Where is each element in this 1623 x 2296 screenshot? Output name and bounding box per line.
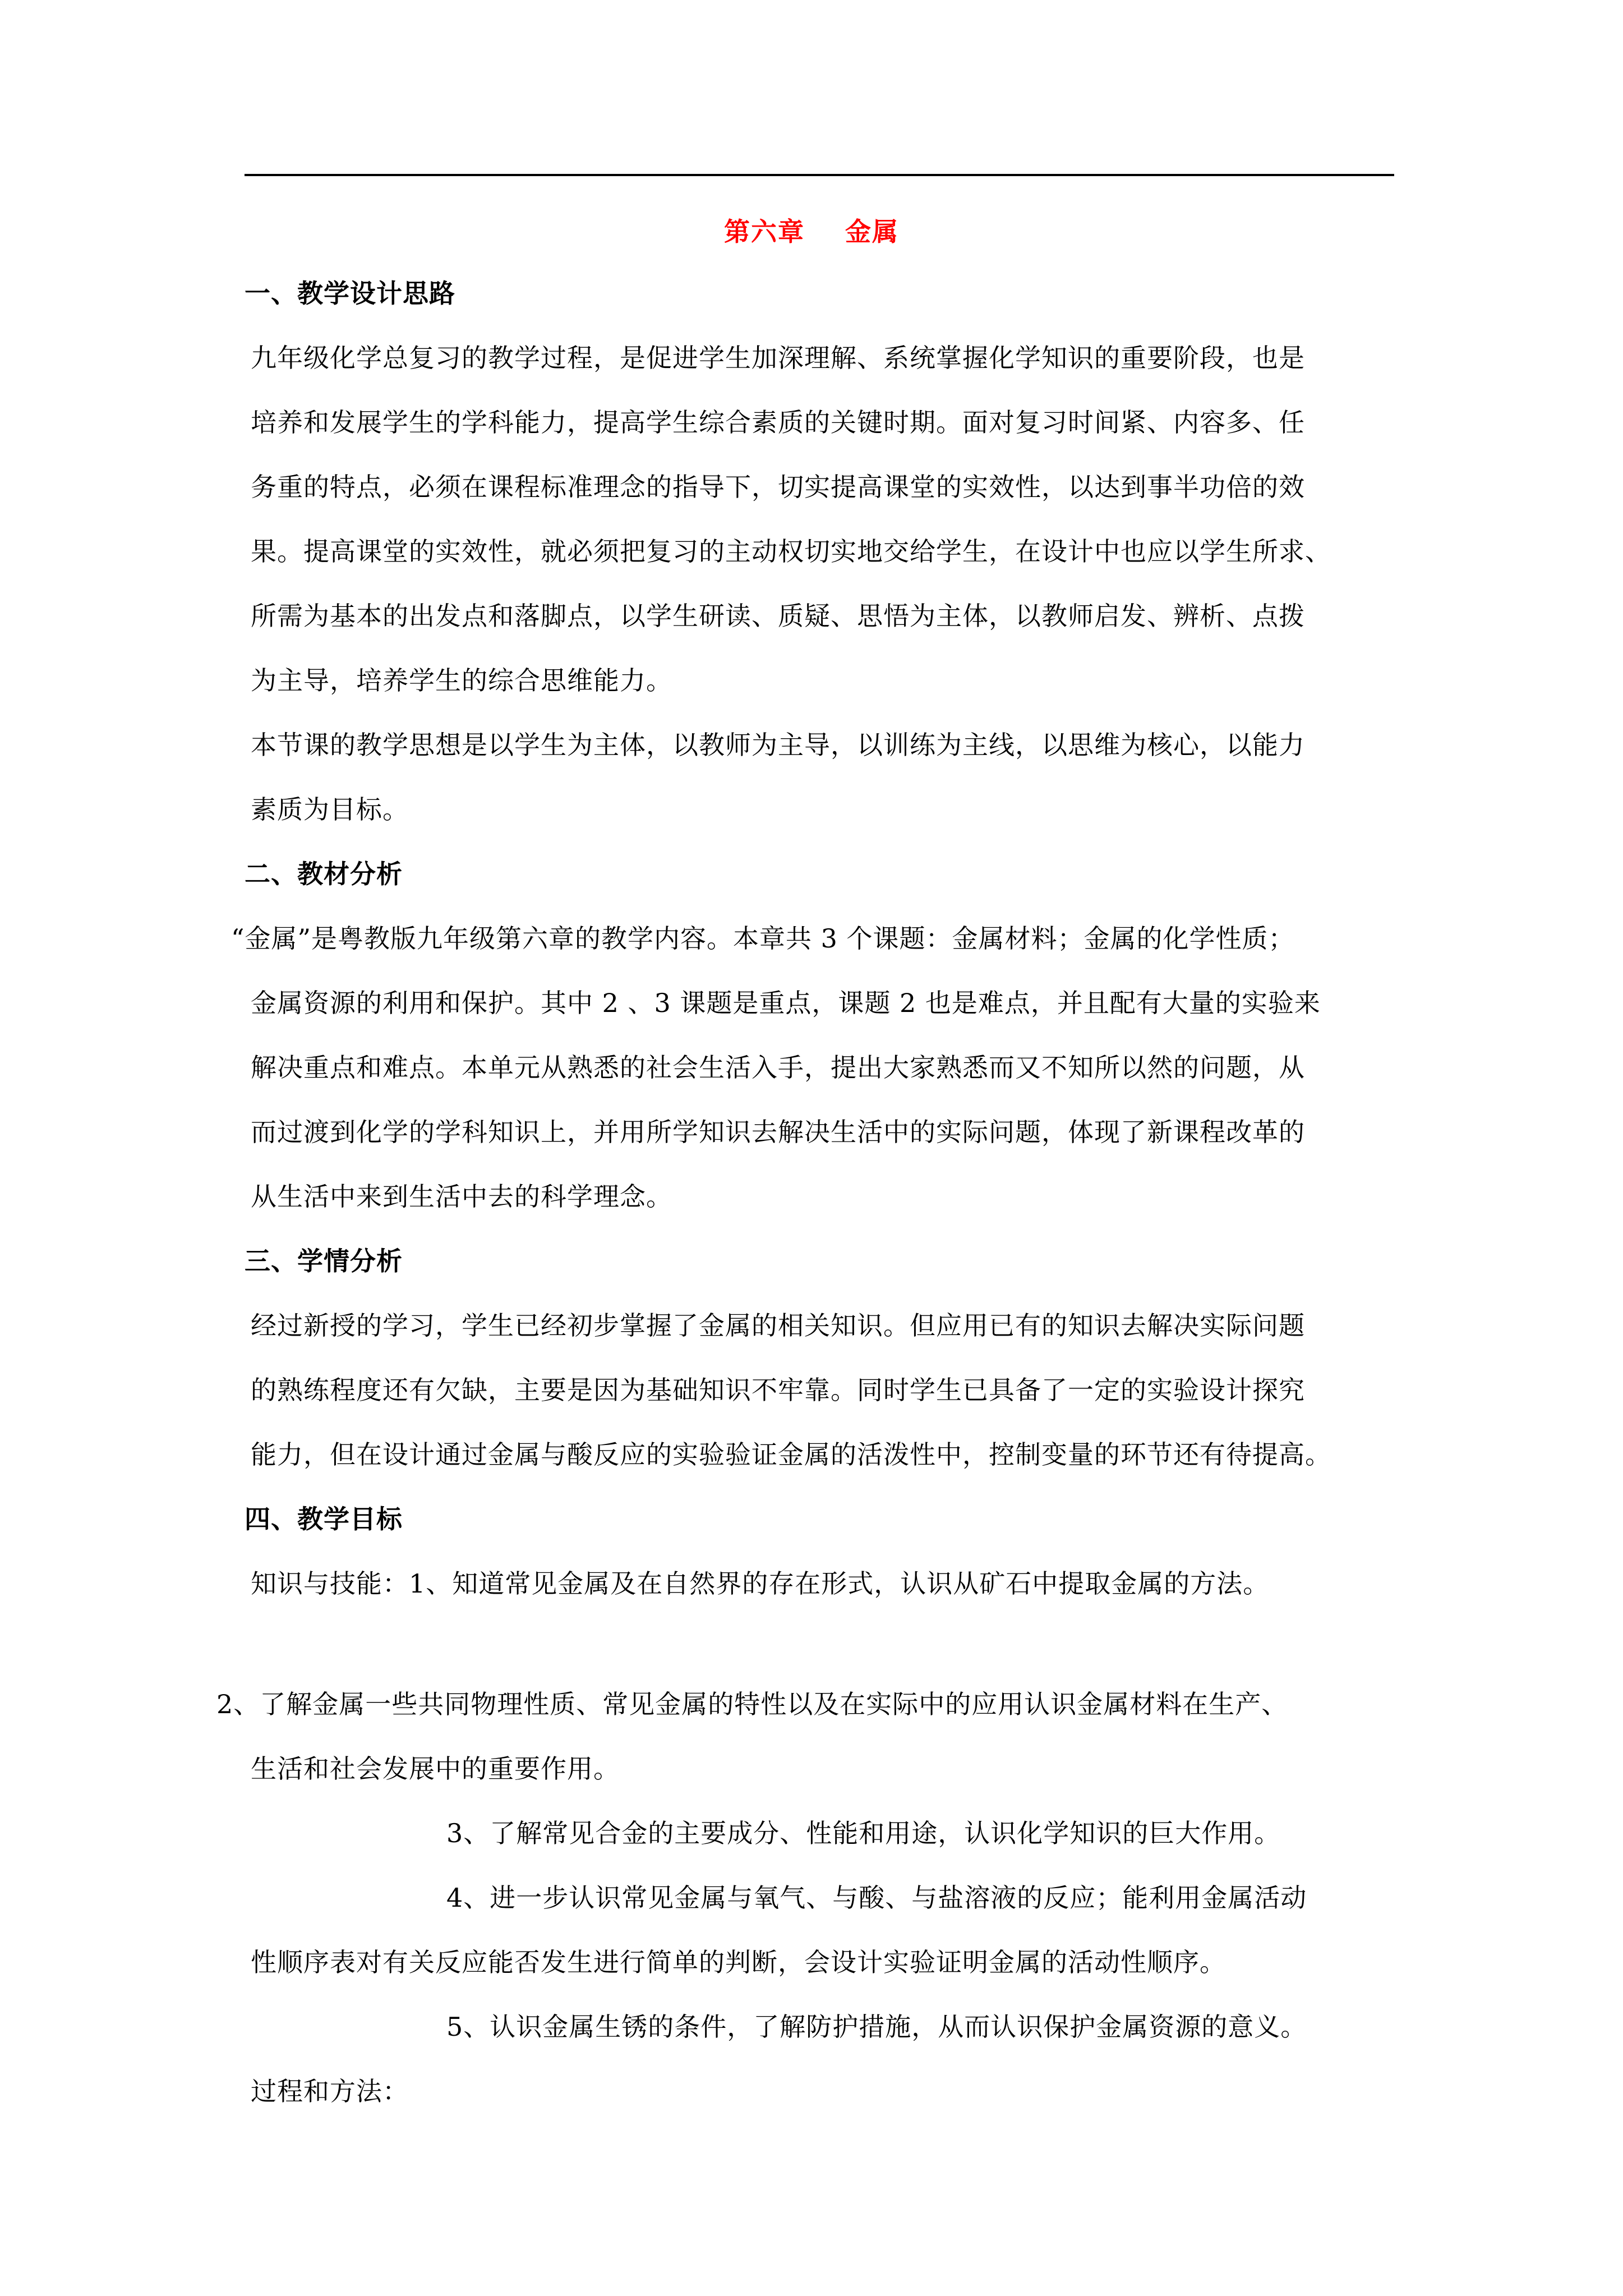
paragraph-line: 所需为基本的出发点和落脚点，以学生研读、质疑、思悟为主体，以教师启发、辨析、点拨 — [251, 601, 1305, 631]
section-heading-teaching-goals: 四、教学目标 — [245, 1504, 403, 1534]
paragraph-line: 的熟练程度还有欠缺，主要是因为基础知识不牢靠。同时学生已具备了一定的实验设计探究 — [251, 1375, 1305, 1405]
paragraph-line: 培养和发展学生的学科能力，提高学生综合素质的关键时期。面对复习时间紧、内容多、任 — [251, 407, 1305, 438]
paragraph-line: 知识与技能：1、知道常见金属及在自然界的存在形式，认识从矿石中提取金属的方法。 — [251, 1568, 1270, 1599]
paragraph-line: 为主导，培养学生的综合思维能力。 — [251, 665, 672, 696]
paragraph-line: 九年级化学总复习的教学过程，是促进学生加深理解、系统掌握化学知识的重要阶段，也是 — [251, 343, 1305, 373]
paragraph-line: 务重的特点，必须在课程标准理念的指导下，切实提高课堂的实效性，以达到事半功倍的效 — [251, 472, 1305, 502]
section-heading-material-analysis: 二、教材分析 — [245, 859, 403, 889]
paragraph-line: 3、了解常见合金的主要成分、性能和用途，认识化学知识的巨大作用。 — [446, 1818, 1281, 1848]
paragraph-line: 2、了解金属一些共同物理性质、常见金属的特性以及在实际中的应用认识金属材料在生产、 — [216, 1689, 1288, 1719]
paragraph-line: 生活和社会发展中的重要作用。 — [251, 1754, 620, 1784]
section-heading-design-approach: 一、教学设计思路 — [245, 278, 455, 309]
paragraph-line: 5、认识金属生锈的条件，了解防护措施，从而认识保护金属资源的意义。 — [446, 2012, 1307, 2042]
header-rule — [245, 174, 1394, 176]
paragraph-line: 解决重点和难点。本单元从熟悉的社会生活入手，提出大家熟悉而又不知所以然的问题，从 — [251, 1052, 1305, 1083]
paragraph-line: “金属”是粤教版九年级第六章的教学内容。本章共 3 个课题：金属材料；金属的化学性质； — [231, 923, 1295, 954]
paragraph-line: 性顺序表对有关反应能否发生进行简单的判断，会设计实验证明金属的活动性顺序。 — [251, 1947, 1226, 1977]
chapter-title: 第六章 金属 — [723, 217, 900, 247]
paragraph-line: 过程和方法： — [251, 2076, 409, 2106]
paragraph-line: 4、进一步认识常见金属与氧气、与酸、与盐溶液的反应；能利用金属活动 — [446, 1883, 1307, 1913]
section-heading-student-analysis: 三、学情分析 — [245, 1246, 403, 1276]
paragraph-line: 经过新授的学习，学生已经初步掌握了金属的相关知识。但应用已有的知识去解决实际问题 — [251, 1310, 1305, 1341]
paragraph-line: 素质为目标。 — [251, 794, 409, 825]
paragraph-line: 而过渡到化学的学科知识上，并用所学知识去解决生活中的实际问题，体现了新课程改革的 — [251, 1117, 1305, 1147]
paragraph-line: 能力，但在设计通过金属与酸反应的实验验证金属的活泼性中，控制变量的环节还有待提高。 — [251, 1439, 1331, 1470]
paragraph-line: 本节课的教学思想是以学生为主体，以教师为主导，以训练为主线，以思维为核心，以能力 — [251, 730, 1305, 760]
paragraph-line: 从生活中来到生活中去的科学理念。 — [251, 1181, 672, 1212]
paragraph-line: 果。提高课堂的实效性，就必须把复习的主动权切实地交给学生，在设计中也应以学生所求、 — [251, 536, 1331, 567]
paragraph-line: 金属资源的利用和保护。其中 2 、3 课题是重点，课题 2 也是难点，并且配有大量的实验来 — [251, 988, 1321, 1018]
